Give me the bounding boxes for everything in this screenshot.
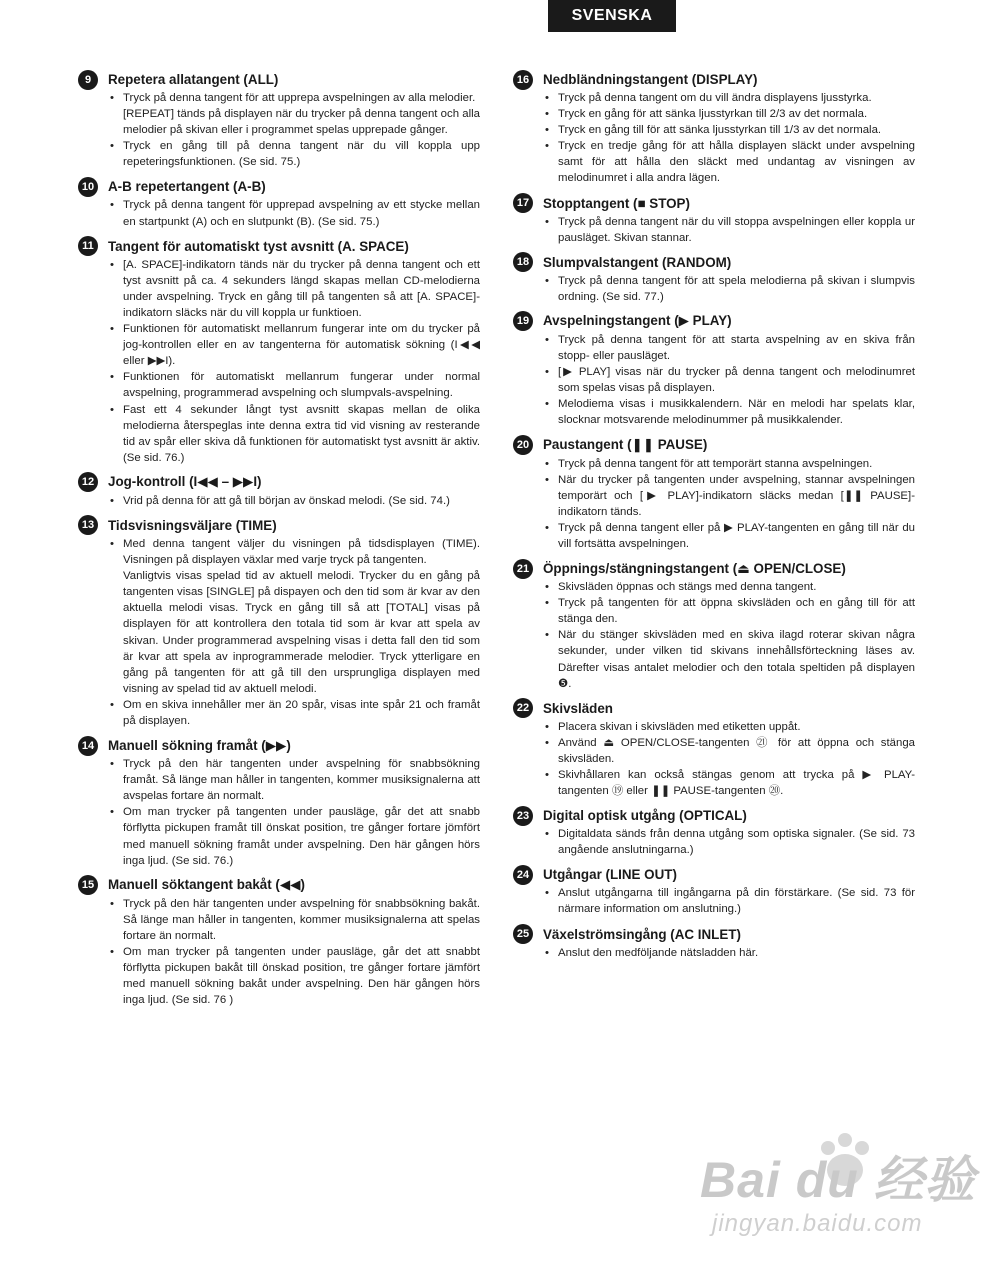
bullet-list	[78, 90, 480, 170]
bullet-item: • Tryck på denna tangent för att upprepa avspelningen av alla melodier.	[108, 90, 480, 106]
section-10	[78, 177, 480, 229]
bullet-item: • Tryck på denna tangent eller på ▶ PLAY-tangenten en gång till när du vill fortsätta avspelningen.	[543, 520, 915, 552]
bullet-list	[78, 756, 480, 869]
left-column	[78, 70, 480, 1015]
bullet-item: • Melodiema visas i musikkalendern. När en melodi har spelats klar, slocknar motsvarende melodinummer på musikkalender.	[543, 396, 915, 428]
section-header	[513, 70, 915, 89]
section-number-badge: 11	[78, 236, 98, 256]
bullet-list	[78, 197, 480, 229]
section-title: Manuell söktangent bakåt (◀◀)	[108, 877, 305, 893]
bullet-list	[78, 896, 480, 1009]
bullet-list	[513, 332, 915, 429]
right-column	[513, 70, 915, 968]
section-17	[513, 194, 915, 246]
section-header	[78, 473, 480, 492]
bullet-item: • Om man trycker på tangenten under pausläge, går det att snabb förflytta pickupen framåt till önskat position, tre gånger fortare jömfört med manuell sökning framåt under avspelning. Den här gången hörs inga ljud. (Se sid. 76.)	[108, 804, 480, 868]
bullet-item: • När du stänger skivsläden med en skiva ilagd roterar skivan några sekunder, under vilken tid skivans innehållsförteckning läses av. Därefter visas antalet melodier och den totala speltiden på displayen ❺.	[543, 627, 915, 691]
section-number-badge: 23	[513, 806, 533, 826]
section-header	[513, 699, 915, 718]
section-15	[78, 876, 480, 1009]
section-number-badge: 24	[513, 865, 533, 885]
bullet-list	[513, 719, 915, 799]
bullet-item: • Tryck på denna tangent för att spela melodierna på skivan i slumpvis ordning. (Se sid. 77.)	[543, 273, 915, 305]
section-number-badge: 25	[513, 924, 533, 944]
bullet-list	[78, 493, 480, 509]
section-title: A-B repetertangent (A-B)	[108, 179, 266, 195]
section-header	[78, 736, 480, 755]
section-header	[513, 194, 915, 213]
bullet-list	[513, 273, 915, 305]
bullet-item: • [A. SPACE]-indikatorn tänds när du trycker på denna tangent och ett tyst avsnitt på ca. 4 sekunders längd skapas mellan CD-melodierna under avspelning. Tryck en gång till på tangenten så att [A. SPACE]-indikatorn släcks när du vill koppla ur funktioen.	[108, 257, 480, 321]
bullet-item: • Om en skiva innehåller mer än 20 spår, visas inte spår 21 och framåt på displayen.	[108, 697, 480, 729]
section-title: Avspelningstangent (▶ PLAY)	[543, 313, 732, 329]
bullet-item: • Med denna tangent väljer du visningen på tidsdisplayen (TIME). Visningen på displayen växlar med varje tryck på tangenten.	[108, 536, 480, 568]
bullet-item: • När du trycker på tangenten under avspelning, stannar avspelningen temporärt och [▶ PLAY]-indikatorn släcks medan [❚❚ PAUSE]-indikatorn tänds.	[543, 472, 915, 520]
section-header	[513, 312, 915, 331]
section-9	[78, 70, 480, 170]
section-title: Jog-kontroll (I◀◀ – ▶▶I)	[108, 474, 262, 490]
bullet-list	[513, 214, 915, 246]
section-title: Utgångar (LINE OUT)	[543, 867, 677, 883]
section-title: Paustangent (❚❚ PAUSE)	[543, 437, 708, 452]
section-11	[78, 237, 480, 466]
section-title: Nedbländningstangent (DISPLAY)	[543, 72, 758, 87]
bullet-list	[78, 536, 480, 729]
bullet-item: [REPEAT] tänds på displayen när du trycker på denna tangent och alla melodier på skivan eller i programmet spelas upprepade gånger.	[123, 108, 480, 137]
bullet-item: • Tryck en gång för att sänka ljusstyrkan till 2/3 av det normala.	[543, 106, 915, 122]
bullet-list	[78, 257, 480, 466]
section-number-badge: 21	[513, 559, 533, 579]
bullet-item: • Använd ⏏ OPEN/CLOSE-tangenten ㉑ för att öppna och stänga skivsläden.	[543, 735, 915, 767]
bullet-item: • Fast ett 4 sekunder långt tyst avsnitt skapas mellan de olika melodierna återspeglas inte denna extra tid vid visning av resterande tid av spår eller skiva då funktionen för automatiskt tyst avsnitt är aktiv. (Se sid. 76.)	[108, 402, 480, 466]
section-title: Slumpvalstangent (RANDOM)	[543, 254, 732, 270]
bullet-list	[513, 90, 915, 187]
bullet-item: Vanligtvis visas spelad tid av aktuell melodi. Trycker du en gång på tangenten visas [SINGLE] på dispayen och den tid som är kvar av den aktuella melodi visas. Tryck en gång till så att [TOTAL] visas på displayen för att kontrollera den totala tid som är kvar att spela av skivan. Under programmerad avspelning visas i detta fall den tid som är kvar att spela av inprogrammerade melodier. Tryck ytterligare en gång på tangenten för att gå till den ursprungliga displayen med visning av spelad tid av aktuell melodi.	[123, 570, 480, 695]
section-header	[78, 70, 480, 89]
section-21	[513, 559, 915, 692]
section-title: Tidsvisningsväljare (TIME)	[108, 517, 277, 533]
section-title: Växelströmsingång (AC INLET)	[543, 926, 741, 942]
bullet-item: • Tryck på denna tangent när du vill stoppa avspelningen eller koppla ur pausläget. Skivan stannar.	[543, 214, 915, 246]
section-14	[78, 736, 480, 869]
section-number-badge: 9	[78, 70, 98, 90]
section-title: Repetera allatangent (ALL)	[108, 72, 279, 87]
section-title: Öppnings/stängningstangent (⏏ OPEN/CLOSE)	[543, 560, 846, 576]
bullet-item: • Skivhållaren kan också stängas genom att trycka på ▶ PLAY-tangenten ⑲ eller ❚❚ PAUSE-tangenten ⑳.	[543, 767, 915, 799]
section-header	[513, 253, 915, 272]
section-number-badge: 14	[78, 736, 98, 756]
bullet-list	[513, 456, 915, 553]
bullet-item: • Digitaldata sänds från denna utgång som optiska signaler. (Se sid. 73 angående anslutningarna.)	[543, 826, 915, 858]
section-title: Digital optisk utgång (OPTICAL)	[543, 808, 747, 824]
section-24	[513, 865, 915, 917]
bullet-item: • Skivsläden öppnas och stängs med denna tangent.	[543, 579, 915, 595]
bullet-item: • Tryck en gång till för att sänka ljusstyrkan till 1/3 av det normala.	[543, 122, 915, 138]
bullet-list	[513, 826, 915, 858]
section-number-badge: 19	[513, 311, 533, 331]
watermark-brand: Bai du 经验	[700, 1152, 976, 1208]
section-header	[78, 237, 480, 256]
section-13	[78, 516, 480, 729]
bullet-item: • Tryck på denna tangent om du vill ändra displayens ljusstyrka.	[543, 90, 915, 106]
section-25	[513, 925, 915, 961]
bullet-item: • Om man trycker på tangenten under pausläge, går det att snabbt förflytta pickupen bakåt till önskad position, tre gånger fortare jämfört med manuell sökning bakåt under avspelning. Den här gången hörs inga ljud. (Se sid. 76 )	[108, 944, 480, 1008]
section-19	[513, 312, 915, 429]
section-header	[513, 865, 915, 884]
section-number-badge: 22	[513, 698, 533, 718]
watermark-url: jingyan.baidu.com	[712, 1210, 923, 1237]
section-header	[78, 876, 480, 895]
section-number-badge: 16	[513, 70, 533, 90]
bullet-list	[513, 579, 915, 692]
section-header	[513, 925, 915, 944]
bullet-item: • [▶ PLAY] visas när du trycker på denna tangent och melodinumret som spelas visas på displayen.	[543, 364, 915, 396]
bullet-item: • Tryck på denna tangent för att temporärt stanna avspelningen.	[543, 456, 915, 472]
bullet-list	[513, 945, 915, 961]
bullet-item: • Tryck på den här tangenten under avspelning för snabbsökning bakåt. Så länge man håller in tangenten, kommer musiksignalerna att spelas fortare än normalt.	[108, 896, 480, 944]
bullet-item: • Funktionen för automatiskt mellanrum fungerar under normal avspelning, programmerad avspelning och slumpvals-avspelning.	[108, 369, 480, 401]
section-title: Tangent för automatiskt tyst avsnitt (A. SPACE)	[108, 238, 409, 254]
section-22	[513, 699, 915, 799]
section-header	[78, 177, 480, 196]
bullet-item: • Tryck en gång till på denna tangent när du vill koppla upp repeteringsfunktionen. (Se sid. 75.)	[108, 138, 480, 170]
bullet-item: • Funktionen för automatiskt mellanrum fungerar inte om du trycker på jog-kontrollen eller en av tangenterna för automatisk sökning (I◀◀ eller ▶▶I).	[108, 321, 480, 369]
section-number-badge: 18	[513, 252, 533, 272]
section-20	[513, 436, 915, 553]
section-12	[78, 473, 480, 509]
bullet-item: • Placera skivan i skivsläden med etiketten uppåt.	[543, 719, 915, 735]
bullet-item: • Tryck på tangenten för att öppna skivsläden och en gång till för att stänga den.	[543, 595, 915, 627]
section-header	[513, 436, 915, 455]
section-header	[78, 516, 480, 535]
bullet-item: • Anslut utgångarna till ingångarna på din förstärkare. (Se sid. 73 för närmare information om anslutning.)	[543, 885, 915, 917]
bullet-item: • Vrid på denna för att gå till början av önskad melodi. (Se sid. 74.)	[108, 493, 480, 509]
section-16	[513, 70, 915, 187]
section-number-badge: 20	[513, 435, 533, 455]
section-18	[513, 253, 915, 305]
section-23	[513, 806, 915, 858]
bullet-list	[513, 885, 915, 917]
bullet-item: • Anslut den medföljande nätsladden här.	[543, 945, 915, 961]
bullet-item: • Tryck på denna tangent för upprepad avspelning av ett stycke mellan en startpunkt (A) och en slutpunkt (B). (Se sid. 75.)	[108, 197, 480, 229]
section-number-badge: 15	[78, 875, 98, 895]
section-number-badge: 10	[78, 177, 98, 197]
language-tab: SVENSKA	[548, 0, 676, 32]
section-title: Manuell sökning framåt (▶▶)	[108, 737, 291, 753]
section-title: Stopptangent (■ STOP)	[543, 195, 690, 211]
section-header	[513, 559, 915, 578]
section-title: Skivsläden	[543, 700, 613, 716]
bullet-item: • Tryck på den här tangenten under avspelning för snabbsökning framåt. Så länge man håller in tangenten, kommer musiksignalerna att avspelas fortare än normalt.	[108, 756, 480, 804]
bullet-item: • Tryck en tredje gång för att hålla displayen släckt under avspelning samt för att hålla den släckt med undantag av visningen av melodinumret i alla andra lägen.	[543, 138, 915, 186]
section-header	[513, 806, 915, 825]
section-number-badge: 12	[78, 472, 98, 492]
section-number-badge: 13	[78, 515, 98, 535]
bullet-item: • Tryck på denna tangent för att starta avspelning av en skiva från stopp- eller pausläget.	[543, 332, 915, 364]
section-number-badge: 17	[513, 193, 533, 213]
